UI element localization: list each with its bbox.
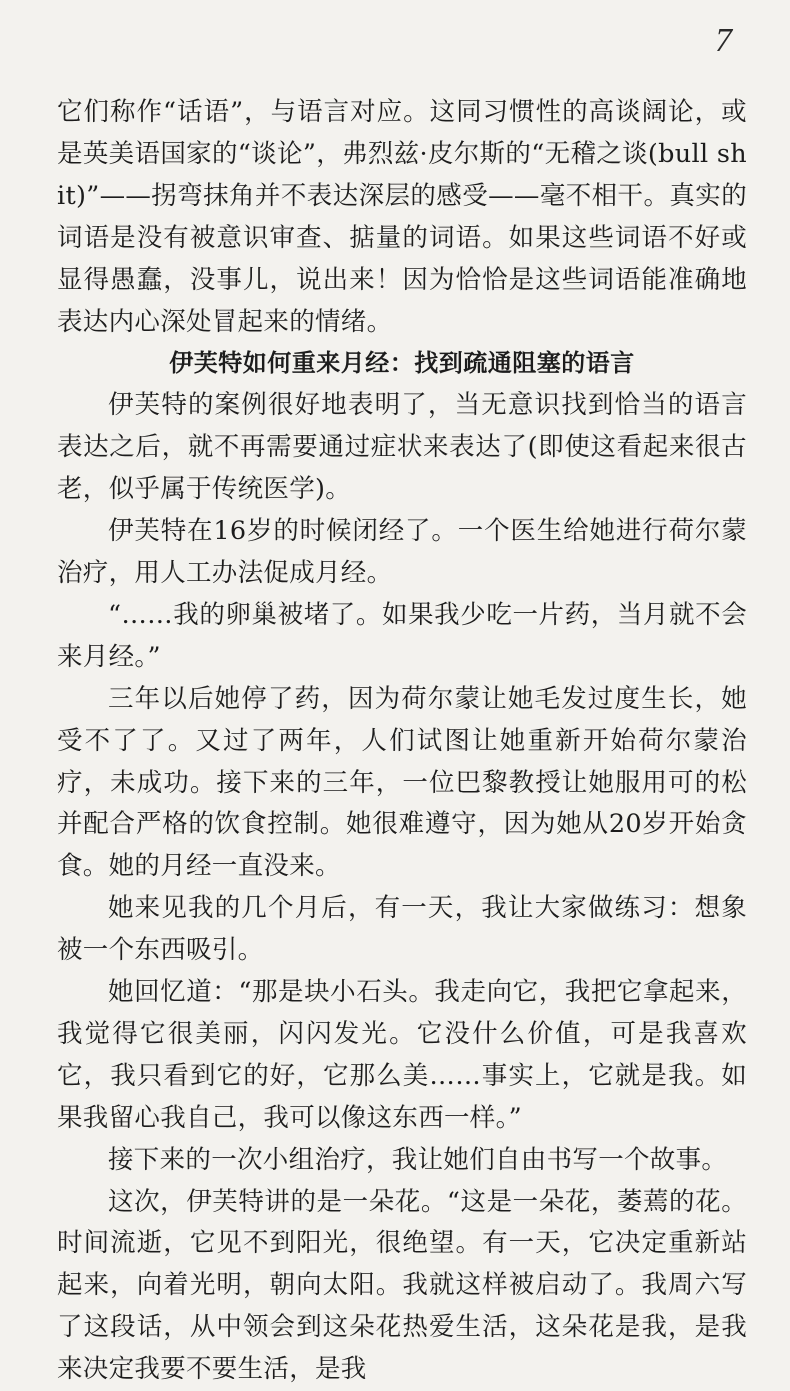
paragraph: 接下来的一次小组治疗，我让她们自由书写一个故事。 (108, 1144, 728, 1175)
paragraph: 伊芙特在16岁的时候闭经了。一个医生给她进行荷尔蒙治疗，用人工办法促成月经。 (57, 516, 747, 588)
paragraph: 伊芙特的案例很好地表明了，当无意识找到恰当的语言表达之后，就不再需要通过症状来表达了(即使这看起来很古老，似乎属于传统医学)。 (57, 390, 747, 505)
paragraph-quote: “……我的卵巢被堵了。如果我少吃一片药，当月就不会来月经。” (57, 599, 747, 672)
paragraph-continued: 它们称作“话语”，与语言对应。这同习惯性的高谈阔论，或是英美语国家的“谈论”，弗烈兹·皮尔斯的“无稽之谈(bull shit)”——拐弯抹角并不表达深层的感受——毫不相干。真实的词语是没有被意识审查、掂量的词语。如果这些词语不好或显得愚蠢，没事儿，说出来！因为恰恰是这些词语能准确地表达内心深处冒起来的情绪。 (57, 97, 747, 337)
section-heading: 伊芙特如何重来月经：找到疏通阻塞的语言 (169, 349, 635, 378)
body-text (57, 92, 747, 1391)
paragraph: 这次，伊芙特讲的是一朵花。“这是一朵花，萎蔫的花。时间流逝，它见不到阳光，很绝望。有一天，它决定重新站起来，向着光明，朝向太阳。我就这样被启动了。我周六写了这段话，从中领会到这朵花热爱生活，这朵花是我，是我来决定我要不要生活，是我 (57, 1186, 747, 1385)
paragraph: 三年以后她停了药，因为荷尔蒙让她毛发过度生长，她受不了了。又过了两年，人们试图让她重新开始荷尔蒙治疗，未成功。接下来的三年，一位巴黎教授让她服用可的松并配合严格的饮食控制。她很难遵守，因为她从20岁开始贪食。她的月经一直没来。 (57, 683, 747, 882)
paragraph-quote: 她回忆道：“那是块小石头。我走向它，我把它拿起来，我觉得它很美丽，闪闪发光。它没什么价值，可是我喜欢它，我只看到它的好，它那么美……事实上，它就是我。如果我留心我自己，我可以像这东西一样。” (57, 977, 747, 1133)
paragraph: 她来见我的几个月后，有一天，我让大家做练习：想象被一个东西吸引。 (57, 893, 747, 966)
page-number: 7 (715, 22, 732, 59)
